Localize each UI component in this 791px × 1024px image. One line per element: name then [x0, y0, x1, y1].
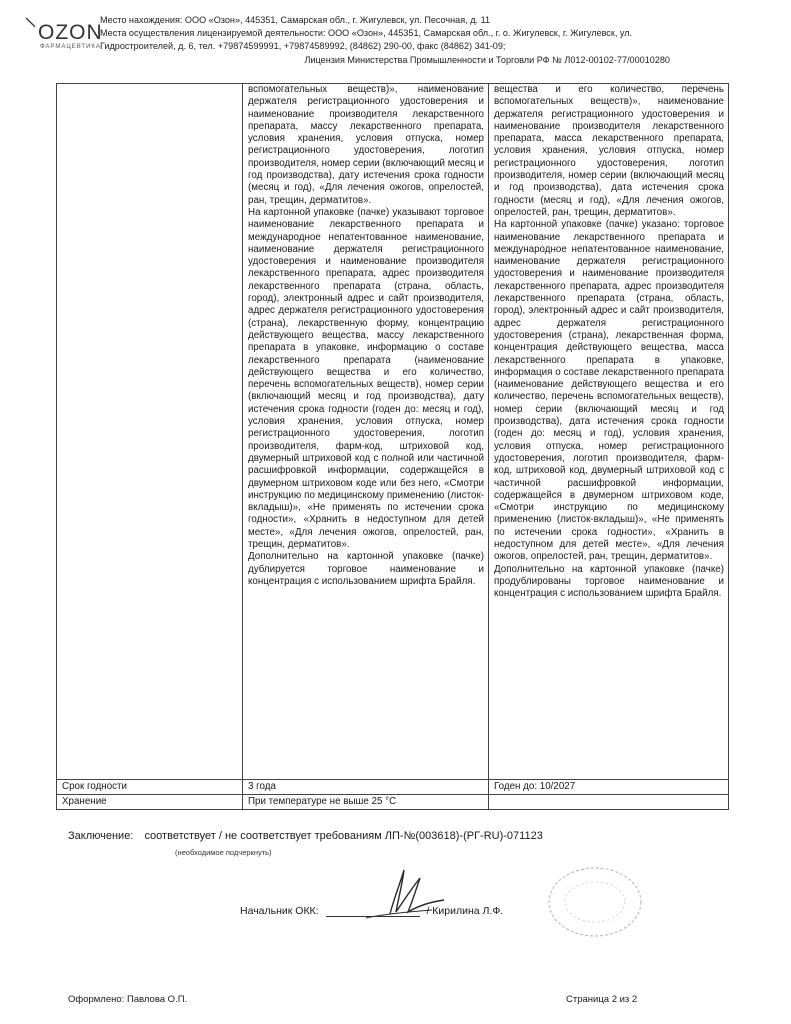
table-cell-result	[489, 84, 729, 780]
requirement-paragraph: вспомогательных веществ)», наименование держателя регистрационного удостоверения и наименование производителя лекарственного препарата, массу лекарственного препарата, условия хранения, условия отпуска, номер регистрационного удостоверения, логотип производителя, номер серии (включающий месяц и год производства), дату истечения срока годности (месяц и год), «Для лечения ожогов, опрелостей, ран, трещин, дерматитов».	[248, 84, 484, 206]
conclusion-note: (необходимое подчеркнуть)	[175, 848, 272, 857]
storage-requirement: При температуре не выше 25 °С	[243, 795, 489, 810]
table-row-storage	[57, 795, 729, 810]
header-contacts: Гидростроителей, д. 6, тел. +79874599991, +79874589992, (84862) 290-00, факс (84862) 341-09;	[100, 41, 506, 52]
table-row-labeling	[57, 84, 729, 780]
shelf-life-label: Срок годности	[57, 780, 243, 795]
header-address: Место нахождения: ООО «Озон», 445351, Самарская обл., г. Жигулевск, ул. Песочная, д. 11	[100, 15, 491, 25]
signature-line	[326, 905, 420, 917]
footer-page-number: Страница 2 из 2	[566, 994, 638, 1005]
conclusion	[68, 830, 543, 842]
result-paragraph: вещества и его количество, перечень вспомогательных веществ)», наименование держателя регистрационного удостоверения и наименование производителя лекарственного препарата, масса лекарственного препарата, условия хранения, условия отпуска, номер регистрационного удостоверения, логотип производителя, номер серии (включающий месяц и год производства), дата истечения срока годности (месяц и год), «Для лечения ожогов, опрелостей, ран, трещин, дерматитов».	[494, 84, 724, 218]
footer-prepared-by: Оформлено: Павлова О.П.	[68, 994, 188, 1005]
result-paragraph: Дополнительно на картонной упаковке (пачке) продублированы торговое наименование и концентрация с использованием шрифта Брайля.	[494, 563, 724, 600]
chief-signoff	[240, 905, 503, 917]
table-row-shelf-life	[57, 780, 729, 795]
stamp	[540, 862, 650, 942]
logo-swoosh-icon: ⸌	[24, 12, 38, 42]
result-paragraph: На картонной упаковке (пачке) указано: торговое наименование лекарственного препарата и международное непатентованное наименование, наименование держателя регистрационного удостоверения и наименование производителя лекарственного препарата, адрес производителя лекарственного препарата (страна, область, город), электронный адрес и сайт производителя, адрес держателя регистрационного удостоверения (страна), лекарственная форма, концентрация действующего вещества, масса лекарственного препарата в упаковке, информация о составе лекарственного препарата (наименование действующего вещества и его количество, перечень вспомогательных веществ), номер серии (включающий месяц и год производства), дата истечения срока годности (годен до: месяц и год), условия хранения, условия отпуска, номер регистрационного удостоверения, логотип производителя, фарм-код, штриховой код, двумерный штриховой код с частичной расшифровкой информации, содержащейся в двумерном штриховом коде, «Смотри инструкцию по медицинскому применению (листок-вкладыш)», «Не применять по истечении срока годности», «Хранить в недоступном для детей месте», «Для лечения ожогов, опрелостей, ран, трещин, дерматитов».	[494, 219, 724, 563]
requirement-paragraph: Дополнительно на картонной упаковке (пачке) дублируется торговое наименование и концентрация с использованием шрифта Брайля.	[248, 551, 484, 587]
logo-subtext: ФАРМАЦЕВТИКА	[40, 44, 101, 50]
table-cell-requirement	[243, 84, 489, 780]
company-header	[100, 14, 700, 67]
header-license: Лицензия Министерства Промышленности и Торговли РФ № Л012-00102-77/00010280	[304, 54, 670, 65]
logo-text: OZON	[38, 21, 103, 44]
ozon-logo	[24, 12, 103, 56]
conclusion-label: Заключение:	[68, 830, 134, 842]
requirement-paragraph: На картонной упаковке (пачке) указывают торговое наименование лекарственного препарата и международное непатентованное наименование, наименование держателя регистрационного удостоверения и наименование производителя лекарственного препарата, адрес производителя лекарственного препарата (страна, область, город), электронный адрес и сайт производителя, адрес держателя регистрационного удостоверения (страна), лекарственную форму, концентрацию действующего вещества, массу лекарственного препарата в упаковке, информацию о составе лекарственного препарата (наименование действующего вещества и его количество, перечень вспомогательных веществ), номер серии (включающий месяц и год производства), дату истечения срока годности (годен до: месяц и год), условия хранения, условия отпуска, номер регистрационного удостоверения, логотип производителя, фарм-код, штриховой код, двумерный штриховой код с полной или частичной расшифровкой информации, содержащейся в двумерном штриховом коде или без него, «Смотри инструкцию по медицинскому применению (листок-вкладыш)», «Не применять по истечении срока годности», «Хранить в недоступном для детей месте», «Для лечения ожогов, опрелостей, ран, трещин, дерматитов».	[248, 206, 484, 550]
conclusion-text: соответствует / не соответствует требованиям ЛП-№(003618)-(РГ-RU)-071123	[144, 830, 543, 842]
chief-name: / Кирилина Л.Ф.	[426, 905, 504, 917]
chief-role: Начальник ОКК:	[240, 905, 319, 917]
header-activity-address: Места осуществления лицензируемой деятельности: ООО «Озон», 445351, Самарская обл., г. о. Жигулевск, г. Жигулевск, ул.	[100, 28, 633, 39]
analysis-table	[56, 83, 729, 810]
storage-label: Хранение	[57, 795, 243, 810]
table-cell-label	[57, 84, 243, 780]
shelf-life-requirement: 3 года	[243, 780, 489, 795]
shelf-life-result: Годен до: 10/2027	[489, 780, 729, 795]
storage-result	[489, 795, 729, 810]
